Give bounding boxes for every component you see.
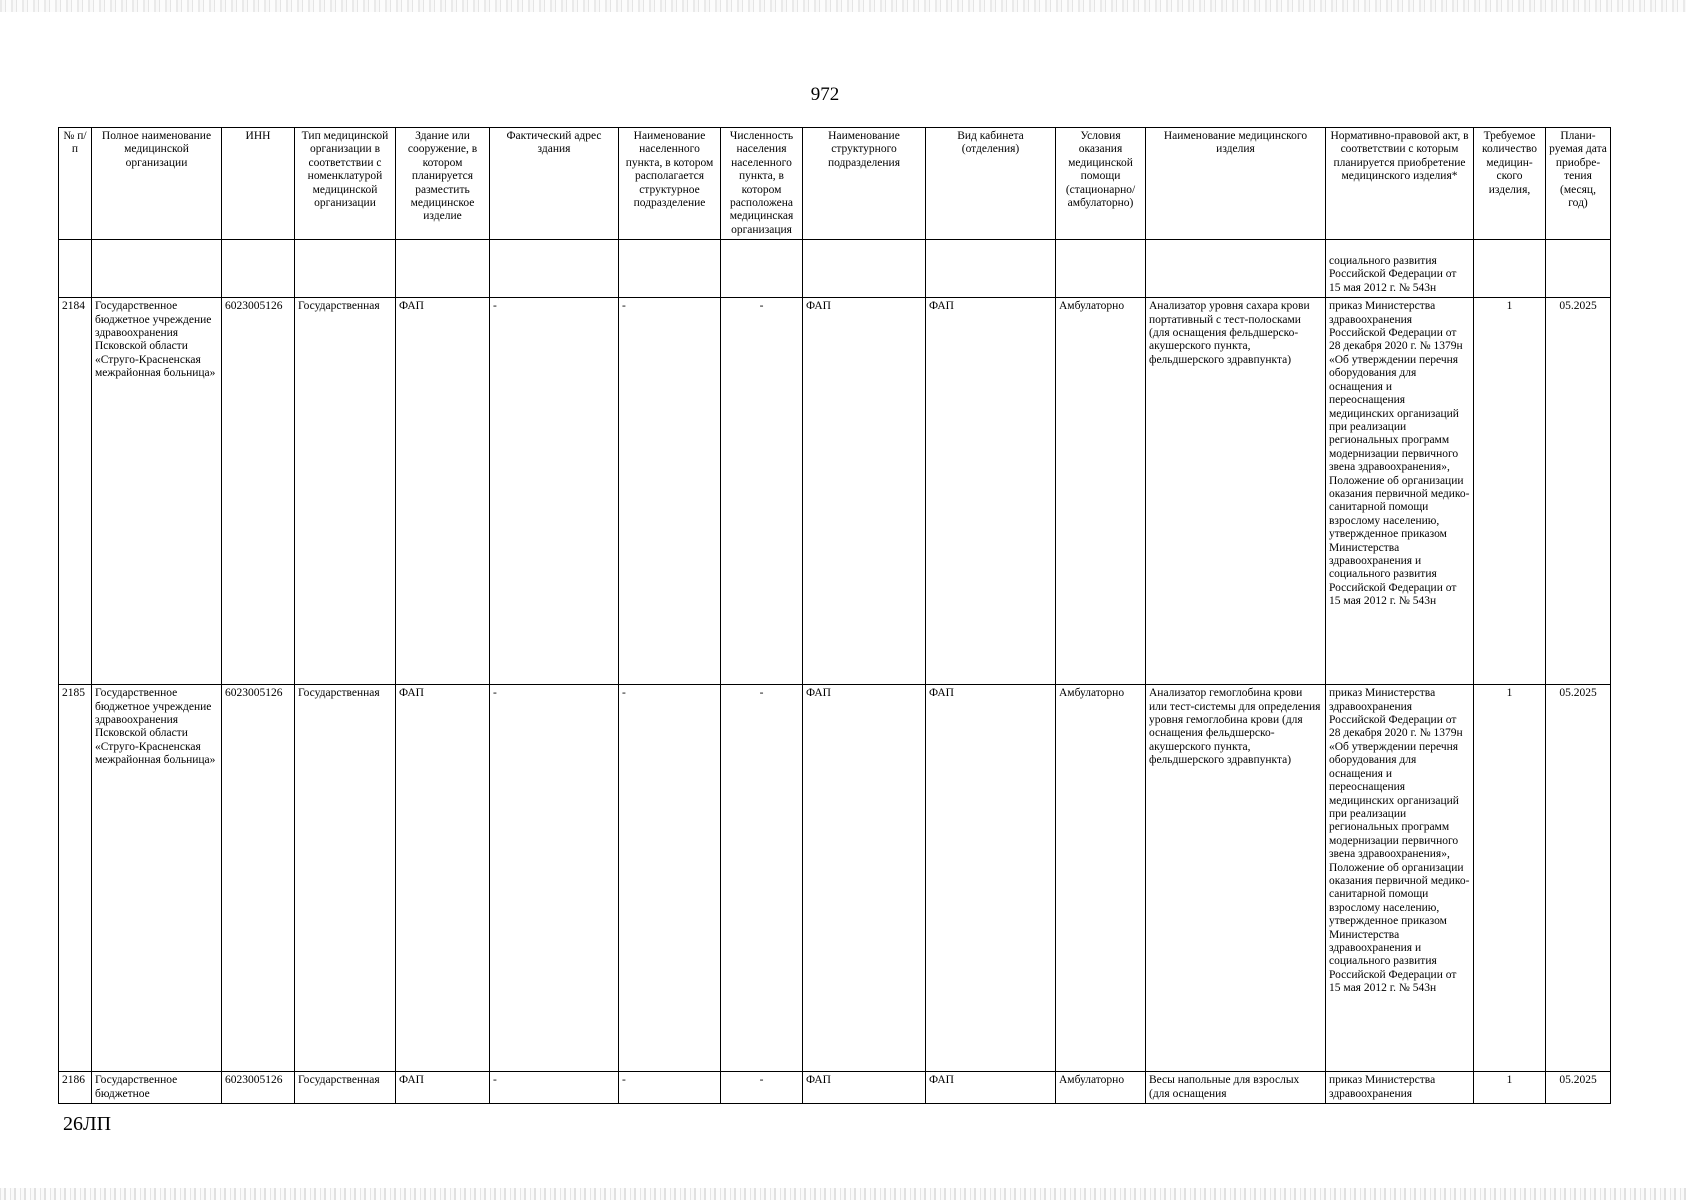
footer-code: 26ЛП (63, 1113, 112, 1135)
cell-org: Государственное бюджетное (92, 1072, 222, 1104)
cell-population: - (721, 1072, 803, 1104)
header-type: Тип медицинской организации в соответствии с номенклатурой медицинской организации (295, 128, 396, 240)
cell-act-continuation: социального развития Российской Федерации от 15 мая 2012 г. № 543н (1326, 240, 1474, 298)
cell-act: приказ Министерства здравоохранения Российской Федерации от 28 декабря 2020 г. № 1379н «Об утверждении перечня оборудования для оснащения и переоснащения медицинских организаций при реализации региональных программ модернизации первичного звена здравоохранения», Положение об организации оказания первичной медико-санитарной помощи взрослому населению, утвержденное приказом Министерства здравоохранения и социального развития Российской Федерации от 15 мая 2012 г. № 543н (1326, 685, 1474, 1072)
cell-conditions: Амбулаторно (1056, 298, 1146, 685)
cell-type: Государственная (295, 1072, 396, 1104)
header-unit: Наименование структурного подразделения (803, 128, 926, 240)
cell-act: приказ Министерства здравоохранения (1326, 1072, 1474, 1104)
cell-qty: 1 (1474, 1072, 1546, 1104)
header-date: Плани-руемая дата приобре-тения (месяц, год) (1546, 128, 1611, 240)
cell-type: Государственная (295, 685, 396, 1072)
cell-building: ФАП (396, 298, 490, 685)
header-cabinet: Вид кабинета (отделения) (926, 128, 1056, 240)
header-org: Полное наименование медицинской организации (92, 128, 222, 240)
header-conditions: Условия оказания медицинской помощи (стационарно/ амбулаторно) (1056, 128, 1146, 240)
cell-unit: ФАП (803, 298, 926, 685)
cell-num: 2185 (59, 685, 92, 1072)
cell-locality: - (619, 685, 721, 1072)
medical-equipment-table (58, 127, 1611, 1104)
header-inn: ИНН (222, 128, 295, 240)
header-device: Наименование медицинского изделия (1146, 128, 1326, 240)
cell-cabinet: ФАП (926, 298, 1056, 685)
header-qty: Требуемое количество медицин-ского изделия, (1474, 128, 1546, 240)
cell-building: ФАП (396, 1072, 490, 1104)
cell-qty: 1 (1474, 685, 1546, 1072)
cell-locality: - (619, 298, 721, 685)
cell-cabinet: ФАП (926, 1072, 1056, 1104)
page-number: 972 (810, 84, 840, 105)
cell-population: - (721, 685, 803, 1072)
cell-building: ФАП (396, 685, 490, 1072)
cell-population: - (721, 298, 803, 685)
cell-type: Государственная (295, 298, 396, 685)
cell-locality: - (619, 1072, 721, 1104)
cell-unit: ФАП (803, 1072, 926, 1104)
cell-date: 05.2025 (1546, 1072, 1611, 1104)
cell-device: Анализатор уровня сахара крови портативный с тест-полосками (для оснащения фельдшерско-акушерского пункта, фельдшерского здравпункта) (1146, 298, 1326, 685)
cell-device: Анализатор гемоглобина крови или тест-системы для определения уровня гемоглобина крови (для оснащения фельдшерско-акушерского пункта, фельдшерского здравпункта) (1146, 685, 1326, 1072)
cell-act: приказ Министерства здравоохранения Российской Федерации от 28 декабря 2020 г. № 1379н «Об утверждении перечня оборудования для оснащения и переоснащения медицинских организаций при реализации региональных программ модернизации первичного звена здравоохранения», Положение об организации оказания первичной медико-санитарной помощи взрослому населению, утвержденное приказом Министерства здравоохранения и социального развития Российской Федерации от 15 мая 2012 г. № 543н (1326, 298, 1474, 685)
cell-org: Государственное бюджетное учреждение здравоохранения Псковской области «Струго-Красненская межрайонная больница» (92, 685, 222, 1072)
header-locality: Наименование населенного пункта, в котором располагается структурное подразделение (619, 128, 721, 240)
cell-conditions: Амбулаторно (1056, 685, 1146, 1072)
cell-address: - (490, 1072, 619, 1104)
scan-edge-bottom (0, 1188, 1686, 1200)
cell-org: Государственное бюджетное учреждение здравоохранения Псковской области «Струго-Красненская межрайонная больница» (92, 298, 222, 685)
table-row (59, 298, 1611, 685)
cell-qty: 1 (1474, 298, 1546, 685)
header-address: Фактический адрес здания (490, 128, 619, 240)
cell-unit: ФАП (803, 685, 926, 1072)
cell-address: - (490, 685, 619, 1072)
header-act: Нормативно-правовой акт, в соответствии с которым планируется приобретение медицинского изделия* (1326, 128, 1474, 240)
cell-conditions: Амбулаторно (1056, 1072, 1146, 1104)
cell-cabinet: ФАП (926, 685, 1056, 1072)
cell-date: 05.2025 (1546, 298, 1611, 685)
header-num: № п/п (59, 128, 92, 240)
cell-inn: 6023005126 (222, 685, 295, 1072)
cell-num: 2184 (59, 298, 92, 685)
cell-device: Весы напольные для взрослых (для оснащения (1146, 1072, 1326, 1104)
cell-inn: 6023005126 (222, 298, 295, 685)
header-building: Здание или сооружение, в котором планируется разместить медицинское изделие (396, 128, 490, 240)
scan-edge-top (0, 0, 1686, 12)
cell-inn: 6023005126 (222, 1072, 295, 1104)
cell-num: 2186 (59, 1072, 92, 1104)
table-row (59, 1072, 1611, 1104)
cell-date: 05.2025 (1546, 685, 1611, 1072)
header-population: Численность населения населенного пункта, в котором расположена медицинская организация (721, 128, 803, 240)
table-row-continuation (59, 240, 1611, 298)
table-header-row (59, 128, 1611, 240)
cell-address: - (490, 298, 619, 685)
table-row (59, 685, 1611, 1072)
